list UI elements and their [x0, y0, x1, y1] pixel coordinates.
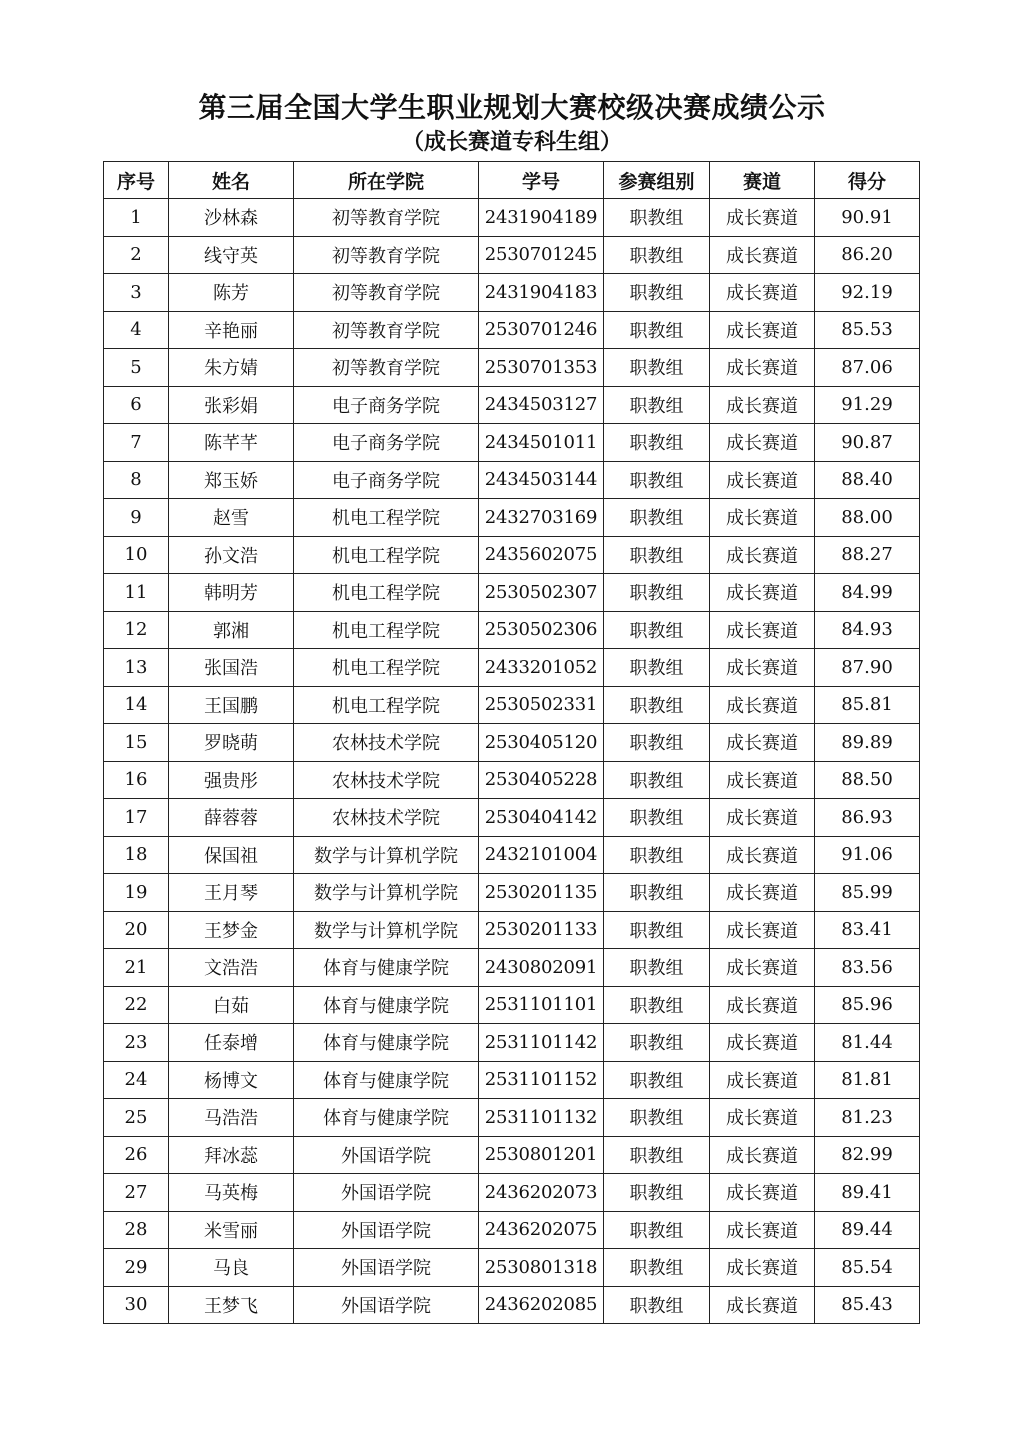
- cell-name: 王梦金: [169, 911, 294, 949]
- header-track: 赛道: [710, 162, 815, 199]
- table-row: [104, 1211, 920, 1249]
- cell-college: 初等教育学院: [294, 236, 479, 274]
- cell-college: 机电工程学院: [294, 499, 479, 537]
- table-row: [104, 274, 920, 312]
- cell-score: 88.50: [815, 761, 920, 799]
- cell-name: 沙林森: [169, 199, 294, 237]
- cell-college: 外国语学院: [294, 1286, 479, 1324]
- table-row: [104, 1249, 920, 1287]
- table-row: [104, 499, 920, 537]
- header-student-id: 学号: [479, 162, 604, 199]
- cell-index: 30: [104, 1286, 169, 1324]
- cell-college: 机电工程学院: [294, 574, 479, 612]
- results-table: [103, 161, 920, 1324]
- cell-index: 28: [104, 1211, 169, 1249]
- cell-track: 成长赛道: [710, 349, 815, 387]
- cell-college: 农林技术学院: [294, 799, 479, 837]
- cell-college: 机电工程学院: [294, 611, 479, 649]
- header-index: 序号: [104, 162, 169, 199]
- table-row: [104, 1024, 920, 1062]
- cell-name: 米雪丽: [169, 1211, 294, 1249]
- cell-score: 89.41: [815, 1174, 920, 1212]
- cell-college: 外国语学院: [294, 1249, 479, 1287]
- cell-score: 81.81: [815, 1061, 920, 1099]
- cell-track: 成长赛道: [710, 574, 815, 612]
- cell-track: 成长赛道: [710, 1211, 815, 1249]
- cell-student-id: 2530201135: [479, 874, 604, 912]
- cell-group: 职教组: [604, 574, 710, 612]
- table-row: [104, 686, 920, 724]
- cell-track: 成长赛道: [710, 199, 815, 237]
- cell-index: 29: [104, 1249, 169, 1287]
- cell-college: 数学与计算机学院: [294, 874, 479, 912]
- cell-score: 85.53: [815, 311, 920, 349]
- document-subtitle: （成长赛道专科生组）: [401, 130, 622, 155]
- cell-score: 88.27: [815, 536, 920, 574]
- cell-track: 成长赛道: [710, 536, 815, 574]
- table-row: [104, 461, 920, 499]
- cell-score: 87.90: [815, 649, 920, 687]
- cell-student-id: 2432101004: [479, 836, 604, 874]
- table-row: [104, 799, 920, 837]
- cell-index: 21: [104, 949, 169, 987]
- cell-college: 初等教育学院: [294, 199, 479, 237]
- header-college: 所在学院: [294, 162, 479, 199]
- cell-student-id: 2436202085: [479, 1286, 604, 1324]
- table-header-row: [104, 162, 920, 199]
- cell-index: 26: [104, 1136, 169, 1174]
- table-row: [104, 349, 920, 387]
- cell-track: 成长赛道: [710, 649, 815, 687]
- cell-group: 职教组: [604, 949, 710, 987]
- cell-index: 2: [104, 236, 169, 274]
- cell-student-id: 2434503127: [479, 386, 604, 424]
- cell-student-id: 2530201133: [479, 911, 604, 949]
- cell-group: 职教组: [604, 1249, 710, 1287]
- cell-track: 成长赛道: [710, 1174, 815, 1212]
- cell-index: 11: [104, 574, 169, 612]
- cell-track: 成长赛道: [710, 274, 815, 312]
- cell-index: 23: [104, 1024, 169, 1062]
- cell-score: 84.93: [815, 611, 920, 649]
- cell-score: 88.40: [815, 461, 920, 499]
- cell-group: 职教组: [604, 761, 710, 799]
- cell-student-id: 2530405228: [479, 761, 604, 799]
- cell-score: 83.56: [815, 949, 920, 987]
- cell-index: 24: [104, 1061, 169, 1099]
- cell-student-id: 2530701246: [479, 311, 604, 349]
- cell-track: 成长赛道: [710, 311, 815, 349]
- cell-student-id: 2434503144: [479, 461, 604, 499]
- cell-index: 9: [104, 499, 169, 537]
- cell-track: 成长赛道: [710, 1286, 815, 1324]
- cell-track: 成长赛道: [710, 724, 815, 762]
- cell-track: 成长赛道: [710, 1024, 815, 1062]
- cell-group: 职教组: [604, 499, 710, 537]
- cell-name: 马英梅: [169, 1174, 294, 1212]
- cell-college: 体育与健康学院: [294, 986, 479, 1024]
- header-name: 姓名: [169, 162, 294, 199]
- table-row: [104, 311, 920, 349]
- cell-track: 成长赛道: [710, 236, 815, 274]
- cell-index: 19: [104, 874, 169, 912]
- cell-group: 职教组: [604, 536, 710, 574]
- cell-group: 职教组: [604, 799, 710, 837]
- cell-score: 84.99: [815, 574, 920, 612]
- cell-name: 杨博文: [169, 1061, 294, 1099]
- cell-score: 91.29: [815, 386, 920, 424]
- cell-student-id: 2435602075: [479, 536, 604, 574]
- cell-name: 陈芳: [169, 274, 294, 312]
- cell-student-id: 2530405120: [479, 724, 604, 762]
- cell-index: 10: [104, 536, 169, 574]
- cell-student-id: 2530502331: [479, 686, 604, 724]
- cell-score: 89.44: [815, 1211, 920, 1249]
- cell-college: 初等教育学院: [294, 274, 479, 312]
- table-row: [104, 424, 920, 462]
- cell-index: 1: [104, 199, 169, 237]
- table-row: [104, 724, 920, 762]
- cell-name: 赵雪: [169, 499, 294, 537]
- cell-student-id: 2530701245: [479, 236, 604, 274]
- cell-index: 3: [104, 274, 169, 312]
- cell-score: 85.99: [815, 874, 920, 912]
- cell-score: 86.93: [815, 799, 920, 837]
- cell-group: 职教组: [604, 461, 710, 499]
- cell-index: 20: [104, 911, 169, 949]
- cell-score: 90.87: [815, 424, 920, 462]
- cell-group: 职教组: [604, 349, 710, 387]
- cell-index: 22: [104, 986, 169, 1024]
- table-row: [104, 761, 920, 799]
- cell-name: 王梦飞: [169, 1286, 294, 1324]
- cell-name: 马良: [169, 1249, 294, 1287]
- cell-college: 数学与计算机学院: [294, 836, 479, 874]
- cell-score: 88.00: [815, 499, 920, 537]
- document-title: 第三届全国大学生职业规划大赛校级决赛成绩公示: [198, 91, 826, 124]
- table-row: [104, 949, 920, 987]
- header-score: 得分: [815, 162, 920, 199]
- cell-student-id: 2531101101: [479, 986, 604, 1024]
- cell-name: 线守英: [169, 236, 294, 274]
- cell-group: 职教组: [604, 311, 710, 349]
- cell-track: 成长赛道: [710, 1249, 815, 1287]
- cell-track: 成长赛道: [710, 1099, 815, 1137]
- cell-college: 初等教育学院: [294, 349, 479, 387]
- cell-name: 白茹: [169, 986, 294, 1024]
- cell-student-id: 2432703169: [479, 499, 604, 537]
- cell-group: 职教组: [604, 1174, 710, 1212]
- cell-score: 81.23: [815, 1099, 920, 1137]
- cell-student-id: 2530502306: [479, 611, 604, 649]
- cell-name: 马浩浩: [169, 1099, 294, 1137]
- cell-college: 电子商务学院: [294, 424, 479, 462]
- cell-student-id: 2436202073: [479, 1174, 604, 1212]
- cell-score: 85.43: [815, 1286, 920, 1324]
- table-row: [104, 386, 920, 424]
- cell-score: 86.20: [815, 236, 920, 274]
- cell-track: 成长赛道: [710, 686, 815, 724]
- cell-college: 电子商务学院: [294, 461, 479, 499]
- cell-group: 职教组: [604, 611, 710, 649]
- cell-college: 外国语学院: [294, 1174, 479, 1212]
- cell-index: 4: [104, 311, 169, 349]
- cell-group: 职教组: [604, 1136, 710, 1174]
- cell-track: 成长赛道: [710, 424, 815, 462]
- cell-name: 郭湘: [169, 611, 294, 649]
- cell-college: 外国语学院: [294, 1136, 479, 1174]
- cell-name: 强贵彤: [169, 761, 294, 799]
- cell-group: 职教组: [604, 236, 710, 274]
- cell-index: 5: [104, 349, 169, 387]
- cell-score: 83.41: [815, 911, 920, 949]
- cell-score: 89.89: [815, 724, 920, 762]
- table-row: [104, 874, 920, 912]
- cell-name: 陈芊芊: [169, 424, 294, 462]
- cell-index: 8: [104, 461, 169, 499]
- cell-name: 辛艳丽: [169, 311, 294, 349]
- cell-group: 职教组: [604, 1211, 710, 1249]
- cell-index: 7: [104, 424, 169, 462]
- cell-student-id: 2430802091: [479, 949, 604, 987]
- cell-track: 成长赛道: [710, 799, 815, 837]
- cell-group: 职教组: [604, 1099, 710, 1137]
- cell-name: 罗晓萌: [169, 724, 294, 762]
- cell-group: 职教组: [604, 274, 710, 312]
- cell-track: 成长赛道: [710, 761, 815, 799]
- table-row: [104, 986, 920, 1024]
- table-row: [104, 649, 920, 687]
- table-row: [104, 911, 920, 949]
- table-row: [104, 611, 920, 649]
- cell-index: 6: [104, 386, 169, 424]
- cell-track: 成长赛道: [710, 986, 815, 1024]
- cell-group: 职教组: [604, 649, 710, 687]
- cell-student-id: 2530801201: [479, 1136, 604, 1174]
- table-row: [104, 1174, 920, 1212]
- cell-college: 体育与健康学院: [294, 1061, 479, 1099]
- cell-score: 85.96: [815, 986, 920, 1024]
- cell-student-id: 2531101152: [479, 1061, 604, 1099]
- cell-college: 数学与计算机学院: [294, 911, 479, 949]
- cell-group: 职教组: [604, 386, 710, 424]
- cell-index: 15: [104, 724, 169, 762]
- cell-group: 职教组: [604, 836, 710, 874]
- cell-name: 朱方婧: [169, 349, 294, 387]
- cell-index: 14: [104, 686, 169, 724]
- cell-college: 外国语学院: [294, 1211, 479, 1249]
- cell-student-id: 2530404142: [479, 799, 604, 837]
- cell-college: 初等教育学院: [294, 311, 479, 349]
- cell-index: 12: [104, 611, 169, 649]
- cell-group: 职教组: [604, 1286, 710, 1324]
- cell-group: 职教组: [604, 199, 710, 237]
- cell-track: 成长赛道: [710, 1061, 815, 1099]
- cell-index: 25: [104, 1099, 169, 1137]
- cell-college: 机电工程学院: [294, 536, 479, 574]
- cell-student-id: 2531101142: [479, 1024, 604, 1062]
- cell-name: 郑玉娇: [169, 461, 294, 499]
- cell-name: 保国祖: [169, 836, 294, 874]
- cell-student-id: 2530801318: [479, 1249, 604, 1287]
- cell-student-id: 2531101132: [479, 1099, 604, 1137]
- cell-college: 农林技术学院: [294, 724, 479, 762]
- cell-score: 85.81: [815, 686, 920, 724]
- cell-group: 职教组: [604, 986, 710, 1024]
- cell-name: 文浩浩: [169, 949, 294, 987]
- cell-index: 16: [104, 761, 169, 799]
- cell-group: 职教组: [604, 911, 710, 949]
- cell-score: 92.19: [815, 274, 920, 312]
- cell-student-id: 2431904183: [479, 274, 604, 312]
- cell-name: 薛蓉蓉: [169, 799, 294, 837]
- cell-score: 81.44: [815, 1024, 920, 1062]
- cell-index: 27: [104, 1174, 169, 1212]
- cell-track: 成长赛道: [710, 911, 815, 949]
- cell-track: 成长赛道: [710, 836, 815, 874]
- table-row: [104, 836, 920, 874]
- header-group: 参赛组别: [604, 162, 710, 199]
- cell-track: 成长赛道: [710, 611, 815, 649]
- table-body: [104, 199, 920, 1324]
- table-row: [104, 1061, 920, 1099]
- cell-track: 成长赛道: [710, 1136, 815, 1174]
- cell-college: 电子商务学院: [294, 386, 479, 424]
- cell-student-id: 2434501011: [479, 424, 604, 462]
- cell-score: 91.06: [815, 836, 920, 874]
- cell-score: 82.99: [815, 1136, 920, 1174]
- cell-name: 张彩娟: [169, 386, 294, 424]
- cell-name: 王国鹏: [169, 686, 294, 724]
- cell-name: 韩明芳: [169, 574, 294, 612]
- table-row: [104, 536, 920, 574]
- cell-student-id: 2530502307: [479, 574, 604, 612]
- cell-track: 成长赛道: [710, 949, 815, 987]
- cell-name: 任泰增: [169, 1024, 294, 1062]
- cell-score: 90.91: [815, 199, 920, 237]
- cell-name: 王月琴: [169, 874, 294, 912]
- cell-name: 拜冰蕊: [169, 1136, 294, 1174]
- cell-group: 职教组: [604, 424, 710, 462]
- cell-college: 机电工程学院: [294, 686, 479, 724]
- cell-group: 职教组: [604, 874, 710, 912]
- cell-name: 张国浩: [169, 649, 294, 687]
- cell-group: 职教组: [604, 1024, 710, 1062]
- table-row: [104, 236, 920, 274]
- cell-track: 成长赛道: [710, 386, 815, 424]
- cell-index: 17: [104, 799, 169, 837]
- cell-score: 85.54: [815, 1249, 920, 1287]
- table-row: [104, 574, 920, 612]
- cell-student-id: 2433201052: [479, 649, 604, 687]
- table-row: [104, 1099, 920, 1137]
- cell-index: 18: [104, 836, 169, 874]
- cell-group: 职教组: [604, 1061, 710, 1099]
- cell-college: 农林技术学院: [294, 761, 479, 799]
- cell-college: 机电工程学院: [294, 649, 479, 687]
- cell-index: 13: [104, 649, 169, 687]
- table-row: [104, 199, 920, 237]
- cell-track: 成长赛道: [710, 499, 815, 537]
- cell-group: 职教组: [604, 686, 710, 724]
- cell-student-id: 2436202075: [479, 1211, 604, 1249]
- cell-college: 体育与健康学院: [294, 1024, 479, 1062]
- cell-student-id: 2530701353: [479, 349, 604, 387]
- cell-student-id: 2431904189: [479, 199, 604, 237]
- cell-score: 87.06: [815, 349, 920, 387]
- cell-college: 体育与健康学院: [294, 949, 479, 987]
- cell-group: 职教组: [604, 724, 710, 762]
- table-row: [104, 1136, 920, 1174]
- cell-college: 体育与健康学院: [294, 1099, 479, 1137]
- cell-track: 成长赛道: [710, 874, 815, 912]
- table-row: [104, 1286, 920, 1324]
- cell-track: 成长赛道: [710, 461, 815, 499]
- cell-name: 孙文浩: [169, 536, 294, 574]
